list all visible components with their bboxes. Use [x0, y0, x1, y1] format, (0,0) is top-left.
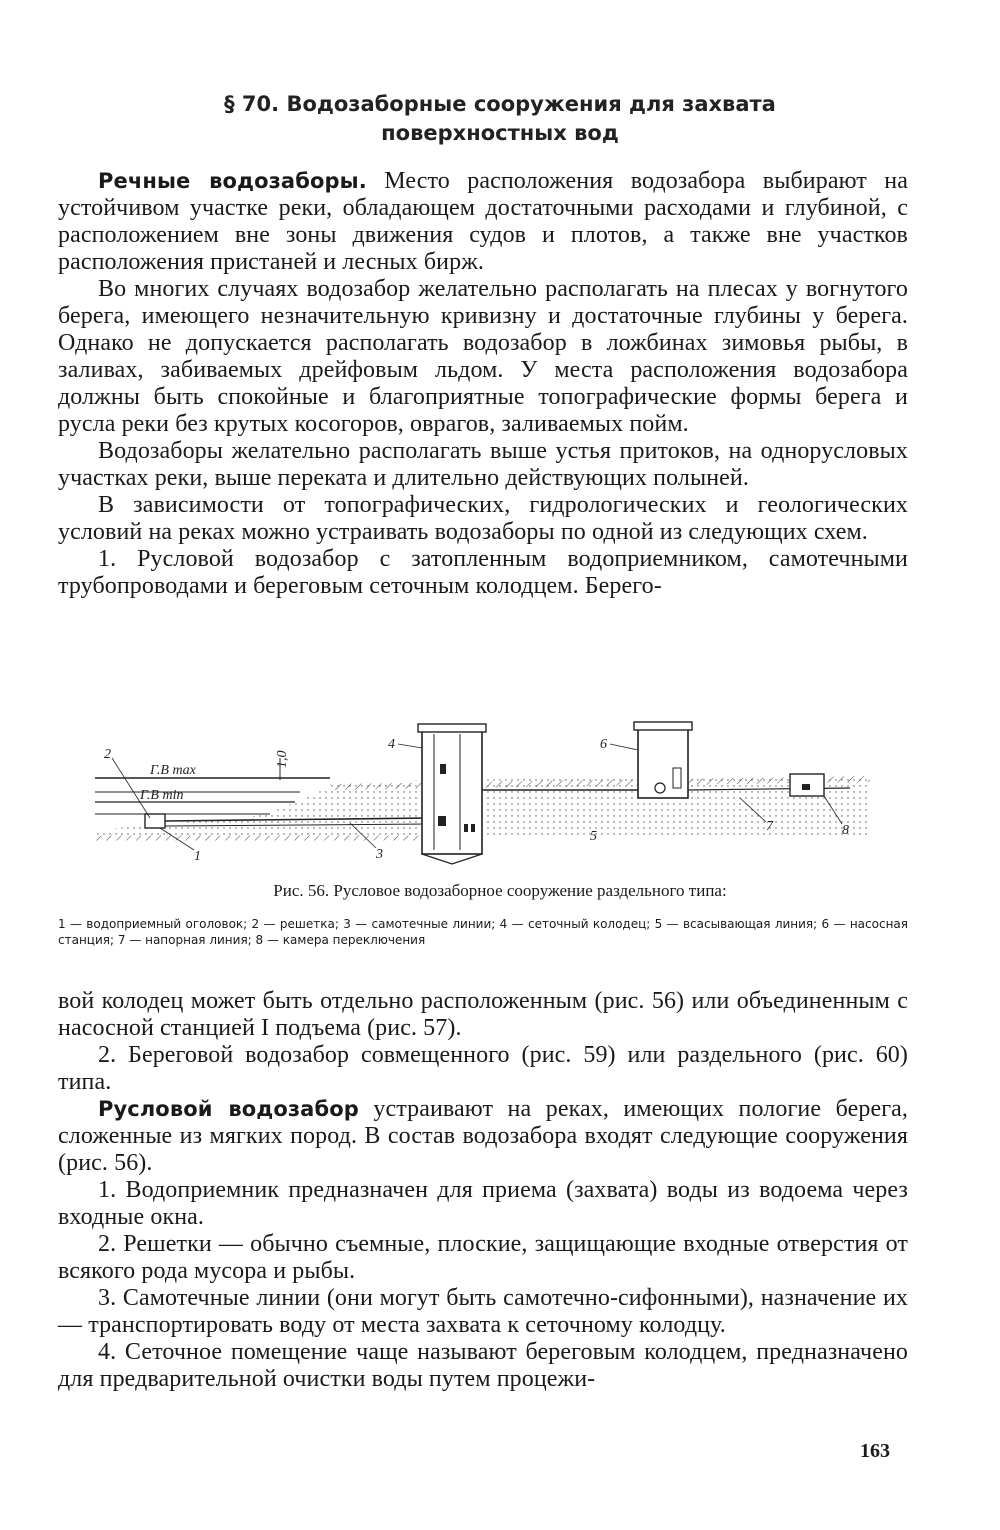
- heading-line-2: поверхностных вод: [381, 121, 619, 145]
- figure-caption: Рис. 56. Русловое водозаборное сооружение раздельного типа:: [273, 881, 727, 900]
- callout-4: 4: [388, 737, 395, 752]
- equipment: [471, 824, 475, 832]
- body-text-top: [58, 168, 908, 600]
- callout-5: 5: [590, 829, 597, 844]
- paragraph: 3. Самотечные линии (они могут быть самотечно-сифонными), назначение их — транспортировать воду от места захвата к сеточному колодцу.: [58, 1285, 908, 1338]
- paragraph: В зависимости от топографических, гидрологических и геологических условий на реках можно устраивать водозаборы по одной из следующих схем.: [58, 492, 908, 545]
- callout-3: 3: [376, 847, 383, 862]
- paragraph: 4. Сеточное помещение чаще называют береговым колодцем, предназначено для предварительной очистки воды путем процежи-: [58, 1339, 908, 1392]
- callout-7: 7: [766, 819, 773, 834]
- label-gv-max: Г.В max: [150, 763, 196, 778]
- figure-legend: 1 — водоприемный оголовок; 2 — решетка; 3 — самотечные линии; 4 — сеточный колодец; 5 — всасывающая линия; 6 — насосная станция; 7 — напорная линия; 8 — камера переключения: [58, 917, 908, 947]
- paragraph: Во многих случаях водозабор желательно располагать на плесах у вогнутого берега, имеющего незначительную кривизну и достаточные глубины у берега. Однако не допускается располагать водозабор в ложбинах зимовья рыбы, в заливах, забиваемых дрейфовым льдом. У места расположения водозабора должны быть спокойные и благоприятные топографические формы берега и русла реки без крутых косогоров, оврагов, заливаемых пойм.: [58, 276, 908, 437]
- run-in-heading: Речные водозаборы.: [98, 169, 367, 193]
- pump: [655, 783, 665, 793]
- screen-well: [422, 730, 482, 854]
- page-number: 163: [860, 1440, 890, 1462]
- callout-6: 6: [600, 737, 607, 752]
- leader-line: [398, 744, 422, 748]
- paragraph: Водозаборы желательно располагать выше устья притоков, на однорусловых участках реки, выше переката и длительно действующих полыней.: [58, 438, 908, 491]
- callout-8: 8: [842, 823, 849, 838]
- well-bottom: [422, 854, 482, 864]
- paragraph: 2. Береговой водозабор совмещенного (рис. 59) или раздельного (рис. 60) типа.: [58, 1042, 908, 1095]
- leader-line: [610, 744, 638, 750]
- label-dimension: 1,0: [275, 750, 290, 768]
- callout-1: 1: [194, 849, 201, 864]
- equipment: [438, 816, 446, 826]
- paragraph: 1. Русловой водозабор с затопленным водоприемником, самотечными трубопроводами и береговым сеточным колодцем. Берего-: [58, 546, 908, 599]
- figure-56: [90, 718, 910, 866]
- pump-station-roof: [634, 722, 692, 730]
- well-roof: [418, 724, 486, 732]
- equipment: [464, 824, 468, 832]
- paragraph: 2. Решетки — обычно съемные, плоские, защищающие входные отверстия от всякого рода мусора и рыбы.: [58, 1231, 908, 1284]
- equipment: [440, 764, 446, 774]
- paragraph-text: Место расположения водозабора выбирают на устойчивом участке реки, обладающем достаточными расходами и глубиной, с расположением вне зоны движения судов и плотов, а также вне участков расположения пристаней и лесных бирж.: [58, 168, 908, 275]
- paragraph: вой колодец может быть отдельно расположенным (рис. 56) или объединенным с насосной станцией I подъема (рис. 57).: [58, 988, 908, 1041]
- label-gv-min: Г.В min: [140, 788, 184, 803]
- paragraph: [58, 1096, 908, 1177]
- section-heading: [150, 90, 850, 148]
- intake-head: [145, 814, 165, 828]
- heading-line-1: § 70. Водозаборные сооружения для захвата: [224, 92, 776, 116]
- valve: [802, 784, 810, 790]
- run-in-heading: Русловой водозабор: [98, 1097, 359, 1121]
- paragraph-text: устраивают на реках, имеющих пологие берега, сложенные из мягких пород. В состав водозабора входят следующие сооружения (рис. 56).: [58, 1096, 908, 1176]
- paragraph: 1. Водоприемник предназначен для приема (захвата) воды из водоема через входные окна.: [58, 1177, 908, 1230]
- body-text-bottom: [58, 988, 908, 1393]
- intake-diagram: [90, 718, 910, 866]
- paragraph: [58, 168, 908, 276]
- callout-2: 2: [104, 747, 111, 762]
